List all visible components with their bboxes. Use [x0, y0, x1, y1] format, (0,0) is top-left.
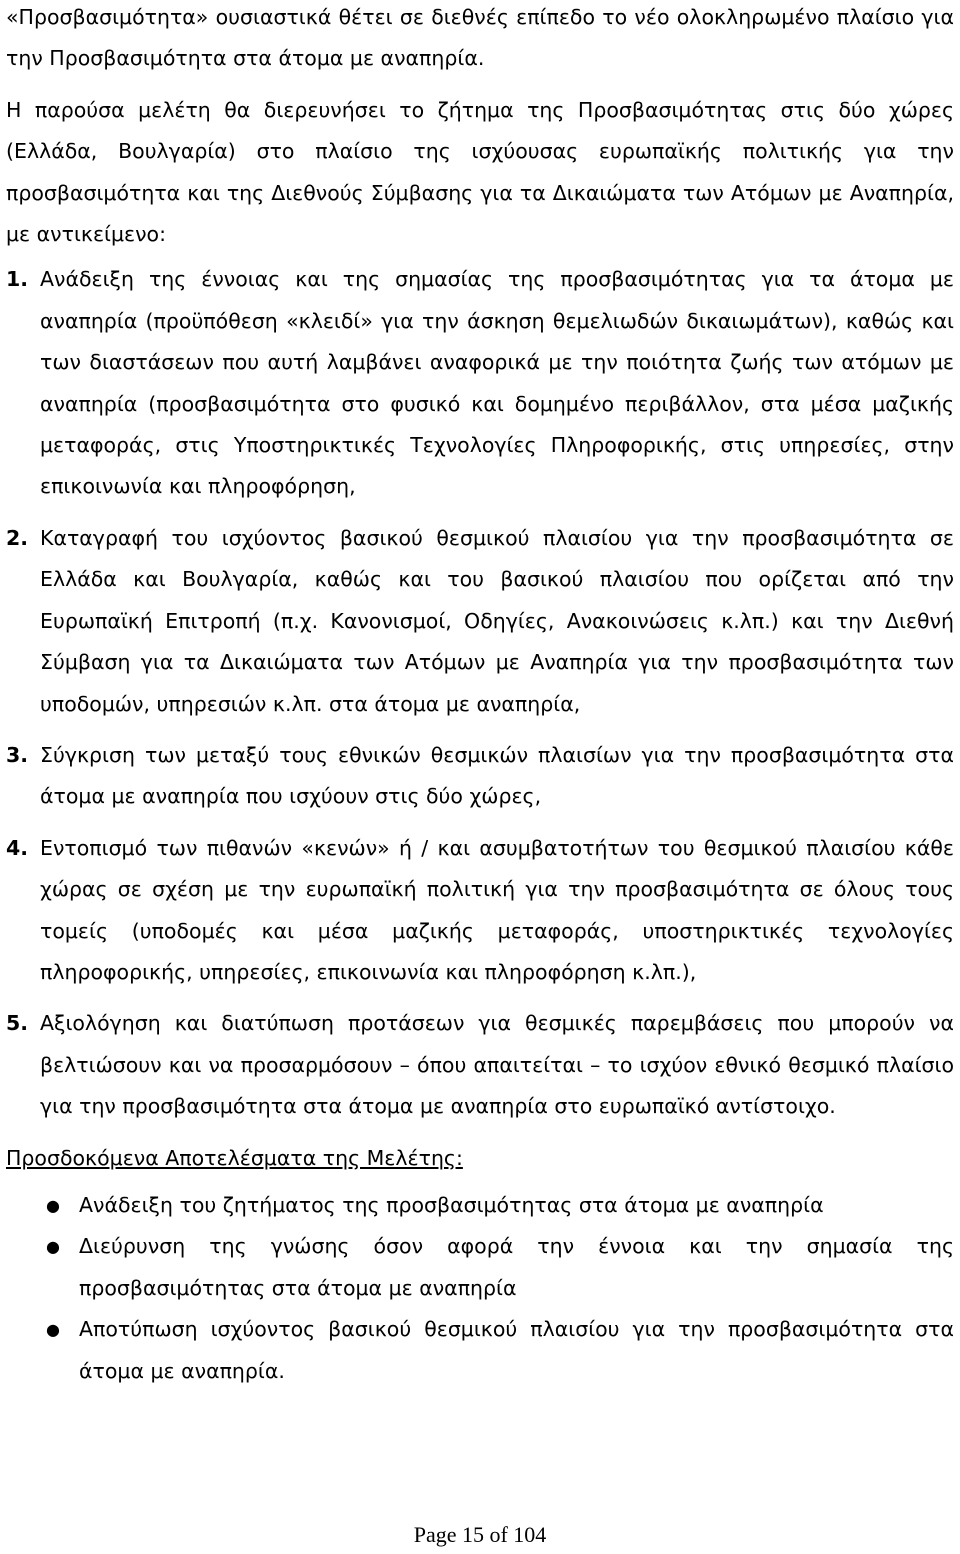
result-text: Διεύρυνση της γνώσης όσον αφορά την έννοια και την σημασία της προσβασιμότητας στα άτομα με αναπηρία: [79, 1234, 954, 1300]
aim-number: 3.: [6, 742, 29, 767]
result-item: [6, 1226, 954, 1309]
aim-item: [6, 828, 954, 994]
intro-paragraph: Η παρούσα μελέτη θα διερευνήσει το ζήτημα της Προσβασιμότητας στις δύο χώρες (Ελλάδα, Βουλγαρία) στο πλαίσιο της ισχύουσας ευρωπαϊκής πολιτικής για την προσβασιμότητα και της Διεθνούς Σύμβασης για τα Δικαιώματα των Ατόμων με Αναπηρία, με αντικείμενο:: [6, 97, 954, 247]
result-item: [6, 1185, 954, 1226]
result-text: Ανάδειξη του ζητήματος της προσβασιμότητας στα άτομα με αναπηρία: [79, 1192, 824, 1217]
aim-text: Ανάδειξη της έννοιας και της σημασίας της προσβασιμότητας για τα άτομα με αναπηρία (προϋπόθεση «κλειδί» για την άσκηση θεμελιωδών δικαιωμάτων), καθώς και των διαστάσεων που αυτή λαμβάνει αναφορικά με την ποιότητα ζωής των ατόμων με αναπηρία (προσβασιμότητα στο φυσικό και δομημένο περιβάλλον, στα μέσα μαζικής μεταφοράς, στις Υποστηρικτικές Τεχνολογίες Πληροφορικής, στις υπηρεσίες, στην επικοινωνία και πληροφόρηση,: [40, 267, 954, 499]
aim-number: 1.: [6, 267, 29, 292]
aim-text: Εντοπισμό των πιθανών «κενών» ή / και ασυμβατοτήτων του θεσμικού πλαισίου κάθε χώρας σε σχέση με την ευρωπαϊκή πολιτική για την προσβασιμότητα σε όλους τους τομείς (υποδομές και μέσα μαζικής μεταφοράς, υποστηρικτικές τεχνολογίες πληροφορικής, υπηρεσίες, επικοινωνία και πληροφόρηση κ.λπ.),: [40, 835, 954, 984]
aim-item: [6, 1003, 954, 1127]
result-item: [6, 1309, 954, 1392]
result-text: Αποτύπωση ισχύοντος βασικού θεσμικού πλαισίου για την προσβασιμότητα στα άτομα με αναπηρία.: [79, 1317, 954, 1383]
aim-number: 5.: [6, 1011, 29, 1036]
page-footer: Page 15 of 104: [413, 1522, 547, 1547]
aim-number: 2.: [6, 525, 29, 550]
results-list: [6, 1185, 954, 1392]
document-body: [6, 0, 954, 1392]
results-heading: Προσδοκόμενα Αποτελέσματα της Μελέτης:: [6, 1145, 463, 1170]
aim-number: 4.: [6, 835, 29, 860]
bullet-icon: ●: [46, 1195, 60, 1215]
bullet-icon: ●: [46, 1237, 60, 1257]
bullet-icon: ●: [46, 1320, 60, 1340]
aim-text: Σύγκριση των μεταξύ τους εθνικών θεσμικών πλαισίων για την προσβασιμότητα στα άτομα με αναπηρία που ισχύουν στις δύο χώρες,: [40, 742, 954, 809]
aim-item: [6, 518, 954, 725]
aim-text: Καταγραφή του ισχύοντος βασικού θεσμικού πλαισίου για την προσβασιμότητα σε Ελλάδα και Βουλγαρία, καθώς και του βασικού πλαισίου που ορίζεται από την Ευρωπαϊκή Επιτροπή (π.χ. Κανονισμοί, Οδηγίες, Ανακοινώσεις κ.λπ.) και την Διεθνή Σύμβαση για τα Δικαιώματα των Ατόμων με Αναπηρία για την προσβασιμότητα των υποδομών, υπηρεσιών κ.λπ. στα άτομα με αναπηρία,: [40, 525, 954, 716]
aims-list: [6, 259, 954, 1127]
aim-item: [6, 259, 954, 507]
aim-item: [6, 735, 954, 818]
intro-continuation: «Προσβασιμότητα» ουσιαστικά θέτει σε διεθνές επίπεδο το νέο ολοκληρωμένο πλαίσιο για την Προσβασιμότητα στα άτομα με αναπηρία.: [6, 5, 954, 71]
aim-text: Αξιολόγηση και διατύπωση προτάσεων για θεσμικές παρεμβάσεις που μπορούν να βελτιώσουν και να προσαρμόσουν – όπου απαιτείται – το ισχύον εθνικό θεσμικό πλαίσιο για την προσβασιμότητα στα άτομα με αναπηρία στο ευρωπαϊκό αντίστοιχο.: [40, 1011, 954, 1119]
